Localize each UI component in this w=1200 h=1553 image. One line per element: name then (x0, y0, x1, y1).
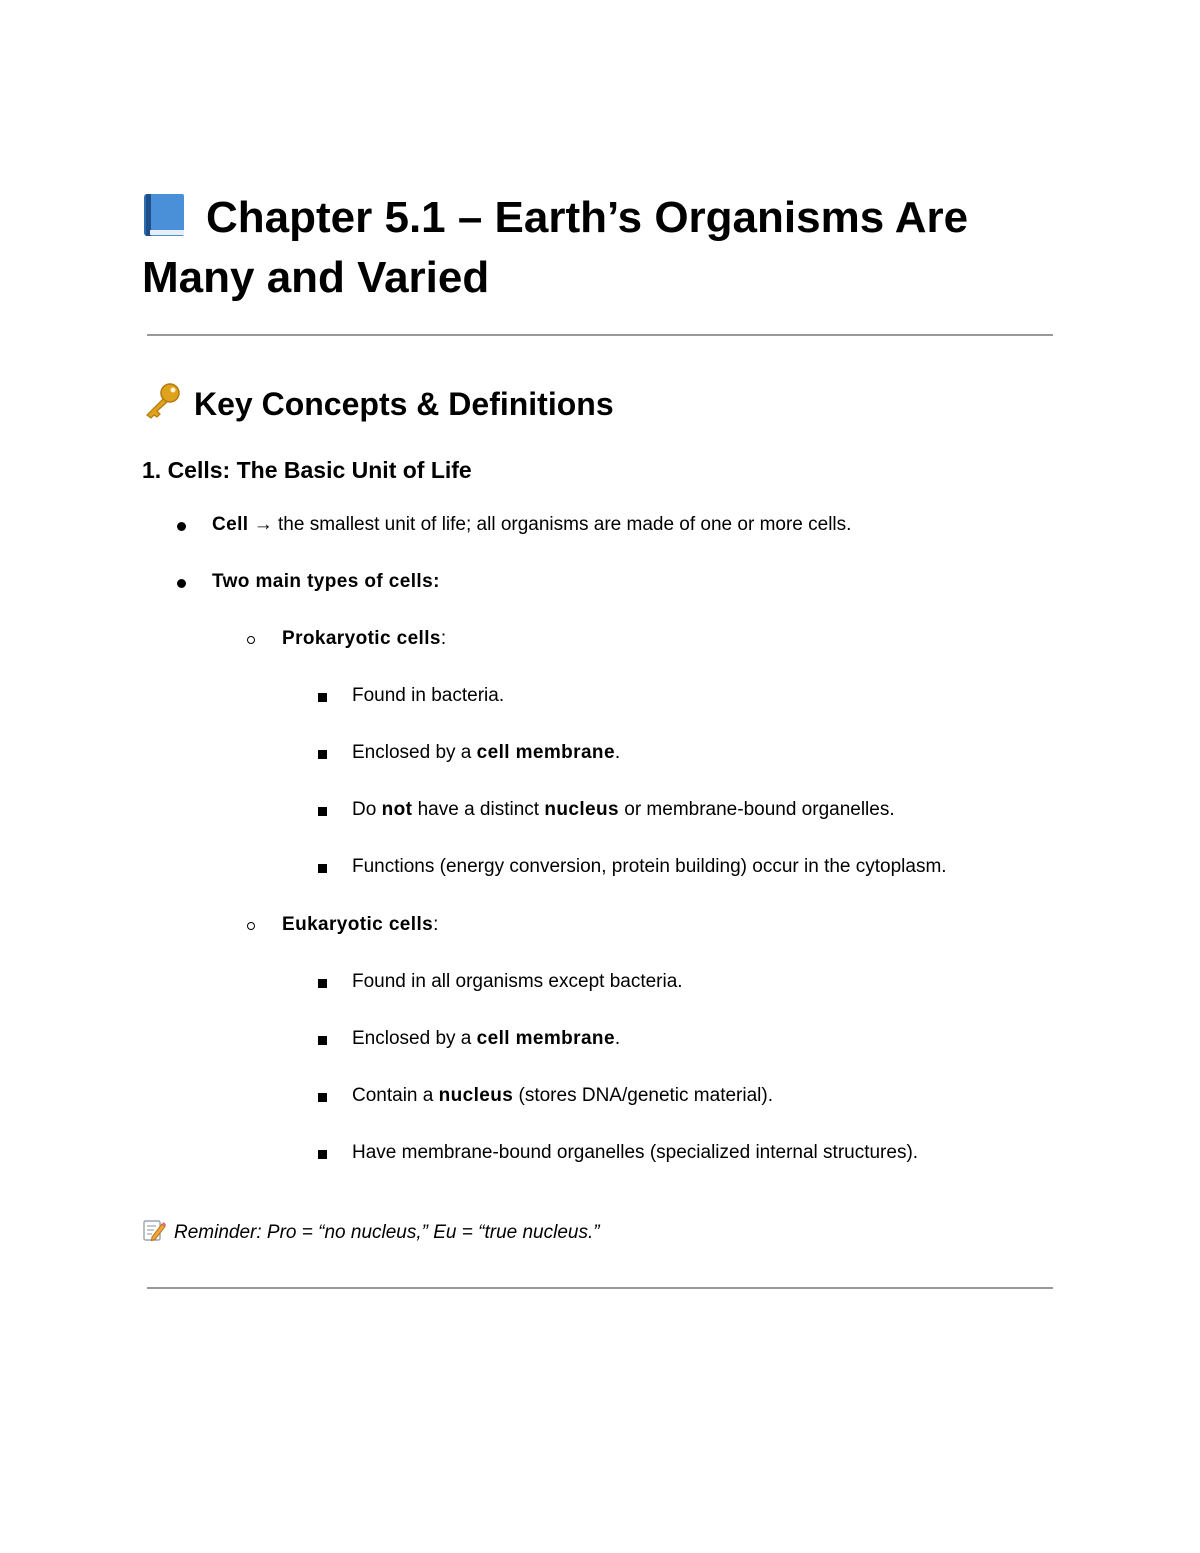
blue-book-icon (142, 192, 186, 238)
bullet-square (318, 1150, 327, 1159)
list-item (352, 1140, 918, 1166)
term-prokaryotic: Prokaryotic cells (282, 628, 441, 649)
point-text: have a distinct (412, 799, 545, 820)
point-text: Do (352, 799, 382, 820)
bullet-square (318, 693, 327, 702)
list-item-eukaryotic (282, 912, 438, 938)
chapter-title-text: Chapter 5.1 – Earth’s Organisms Are Many and Varied (142, 193, 969, 302)
point-text: Have membrane-bound organelles (specialized internal structures). (352, 1142, 919, 1163)
reminder-note (142, 1218, 600, 1247)
bold-term: cell membrane (476, 1028, 615, 1049)
point-text: Contain a (352, 1085, 439, 1106)
chapter-title (142, 188, 1082, 308)
bullet-circle (247, 922, 255, 930)
list-item-cell (212, 512, 851, 538)
bold-term: cell membrane (476, 742, 615, 763)
list-item-prokaryotic (282, 626, 446, 652)
reminder-text: Reminder: Pro = “no nucleus,” Eu = “true nucleus.” (174, 1222, 600, 1243)
key-icon (142, 383, 182, 419)
list-item (352, 1083, 773, 1109)
point-text: Functions (energy conversion, protein building) occur in the cytoplasm. (352, 856, 947, 877)
bullet-square (318, 979, 327, 988)
colon: : (433, 914, 439, 935)
colon: : (440, 628, 447, 649)
point-text: Enclosed by a (352, 742, 477, 763)
list-item (352, 969, 683, 995)
bullet-square (318, 1093, 327, 1102)
list-item (352, 683, 504, 709)
list-item-types (212, 569, 440, 595)
cell-definition: → the smallest unit of life; all organisms are made of one or more cells. (248, 514, 852, 535)
list-item (352, 797, 895, 823)
bullet-square (318, 807, 327, 816)
point-text: Enclosed by a (352, 1028, 477, 1049)
point-text: or membrane-bound organelles. (618, 799, 895, 820)
point-text: (stores DNA/genetic material). (513, 1085, 773, 1106)
divider (147, 1287, 1053, 1289)
point-text: . (614, 742, 621, 763)
bold-term: not (381, 799, 413, 820)
bullet-square (318, 864, 327, 873)
list-item (352, 854, 947, 880)
bold-term: nucleus (438, 1085, 514, 1106)
bullet-disc (177, 579, 186, 588)
section-heading (142, 382, 614, 426)
bullet-circle (247, 636, 255, 644)
divider (147, 334, 1053, 336)
bullet-square (318, 750, 327, 759)
bullet-disc (177, 522, 186, 531)
bold-term: nucleus (544, 799, 619, 820)
term-eukaryotic: Eukaryotic cells (282, 914, 434, 935)
subsection-heading: 1. Cells: The Basic Unit of Life (142, 457, 472, 483)
list-item (352, 740, 620, 766)
list-item (352, 1026, 620, 1052)
bullet-square (318, 1036, 327, 1045)
term-cell: Cell (212, 514, 249, 535)
point-text: Found in bacteria. (352, 685, 505, 706)
types-label: Two main types of cells: (212, 571, 440, 592)
point-text: Found in all organisms except bacteria. (352, 971, 683, 992)
point-text: . (614, 1028, 621, 1049)
memo-icon (142, 1218, 166, 1242)
section-heading-text: Key Concepts & Definitions (194, 386, 614, 422)
